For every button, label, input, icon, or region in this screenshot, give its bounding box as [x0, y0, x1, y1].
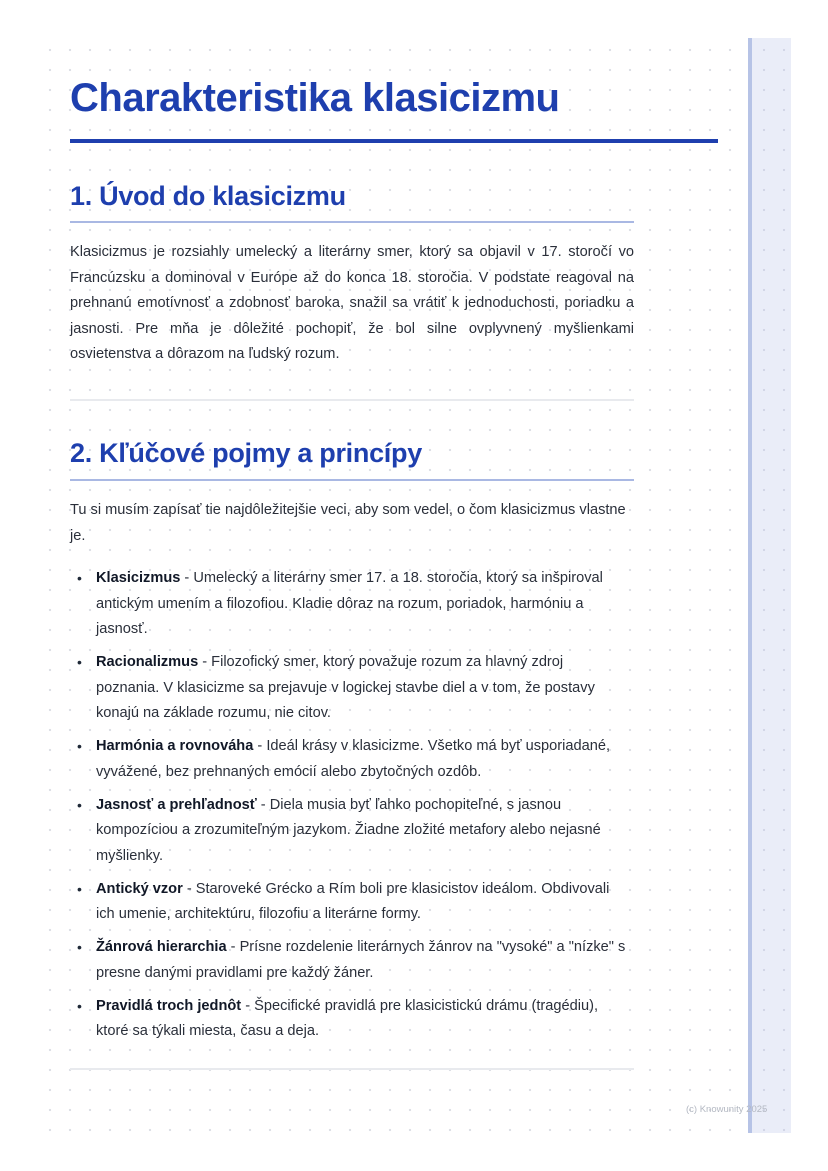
- section-2-underline: [70, 479, 634, 481]
- bottom-divider: [70, 1068, 634, 1070]
- list-item: [70, 877, 630, 928]
- list-item: [70, 566, 630, 643]
- section-1-heading: 1. Úvod do klasicizmu: [70, 181, 346, 211]
- bullet-icon: •: [77, 796, 82, 813]
- term: Antický vzor: [96, 880, 183, 897]
- copyright-footer: (c) Knowunity 2025: [686, 1104, 768, 1115]
- list-item: [70, 734, 630, 785]
- term: Žánrová hierarchia: [96, 939, 227, 955]
- section-divider: [70, 399, 634, 401]
- definition: - Staroveké Grécko a Rím boli pre klasicistov ideálom. Obdivovali ich umenie, architektúru, filozofiu a literárne formy.: [96, 880, 610, 922]
- section-1-paragraph: Klasicizmus je rozsiahly umelecký a literárny smer, ktorý sa objavil v 17. storočí vo Francúzsku a dominoval v Európe až do konca 18. storočia. V podstate reagoval na prehnanú emotívnosť a zdobnosť baroka, snažil sa vrátiť k jednoduchosti, poriadku a jasnosti. Pre mňa je dôležité pochopiť, že bol silne ovplyvnený myšlienkami osvietenstva a dôrazom na ľudský rozum.: [70, 244, 634, 362]
- list-item: [70, 994, 630, 1045]
- list-item: [70, 650, 630, 727]
- definition: - Špecifické pravidlá pre klasicistickú drámu (tragédiu), ktoré sa týkali miesta, času a deja.: [96, 997, 599, 1039]
- bullet-icon: •: [77, 654, 82, 670]
- list-item: [70, 793, 630, 870]
- page-title: Charakteristika klasicizmu: [70, 76, 560, 120]
- bullet-icon: •: [77, 880, 82, 897]
- definition: - Diela musia byť ľahko pochopiteľné, s jasnou kompozíciou a zrozumiteľným jazykom. Žiadne zložité metafory alebo nejasné myšlienky.: [96, 796, 601, 864]
- title-underline: [70, 139, 718, 143]
- term: Klasicizmus: [96, 570, 181, 586]
- bullet-icon: •: [77, 997, 82, 1014]
- page-side-strip: [748, 38, 791, 1133]
- definition: - Ideál krásy v klasicizme. Všetko má byť usporiadané, vyvážené, bez prehnaných emócií alebo zbytočných ozdôb.: [96, 738, 611, 780]
- definition: - Prísne rozdelenie literárnych žánrov na "vysoké" a "nízke" s presne danými pravidlami pre každý žáner.: [96, 939, 626, 981]
- definition: - Filozofický smer, ktorý považuje rozum za hlavný zdroj poznania. V klasicizme sa prejavuje v logickej stavbe diel a v tom, že postavy konajú na základe rozumu, nie citov.: [96, 654, 595, 721]
- definition: - Umelecký a literárny smer 17. a 18. storočia, ktorý sa inšpiroval antickým umením a filozofiou. Kladie dôraz na rozum, poriadok, harmóniu a jasnosť.: [96, 570, 603, 637]
- term: Pravidlá troch jednôt: [96, 997, 242, 1014]
- bullet-icon: •: [77, 570, 82, 586]
- bullet-icon: •: [77, 939, 82, 955]
- term: Harmónia a rovnováha: [96, 738, 254, 754]
- section-2-intro: Tu si musím zapísať tie najdôležitejšie veci, aby som vedel, o čom klasicizmus vlastne je.: [70, 502, 626, 544]
- list-item: [70, 935, 630, 986]
- term: Jasnosť a prehľadnosť: [96, 796, 257, 813]
- term: Racionalizmus: [96, 654, 199, 670]
- bullet-icon: •: [77, 738, 82, 754]
- section-1-underline: [70, 221, 634, 223]
- key-terms-list: [70, 566, 630, 1052]
- section-2-heading: 2. Kľúčové pojmy a princípy: [70, 438, 422, 468]
